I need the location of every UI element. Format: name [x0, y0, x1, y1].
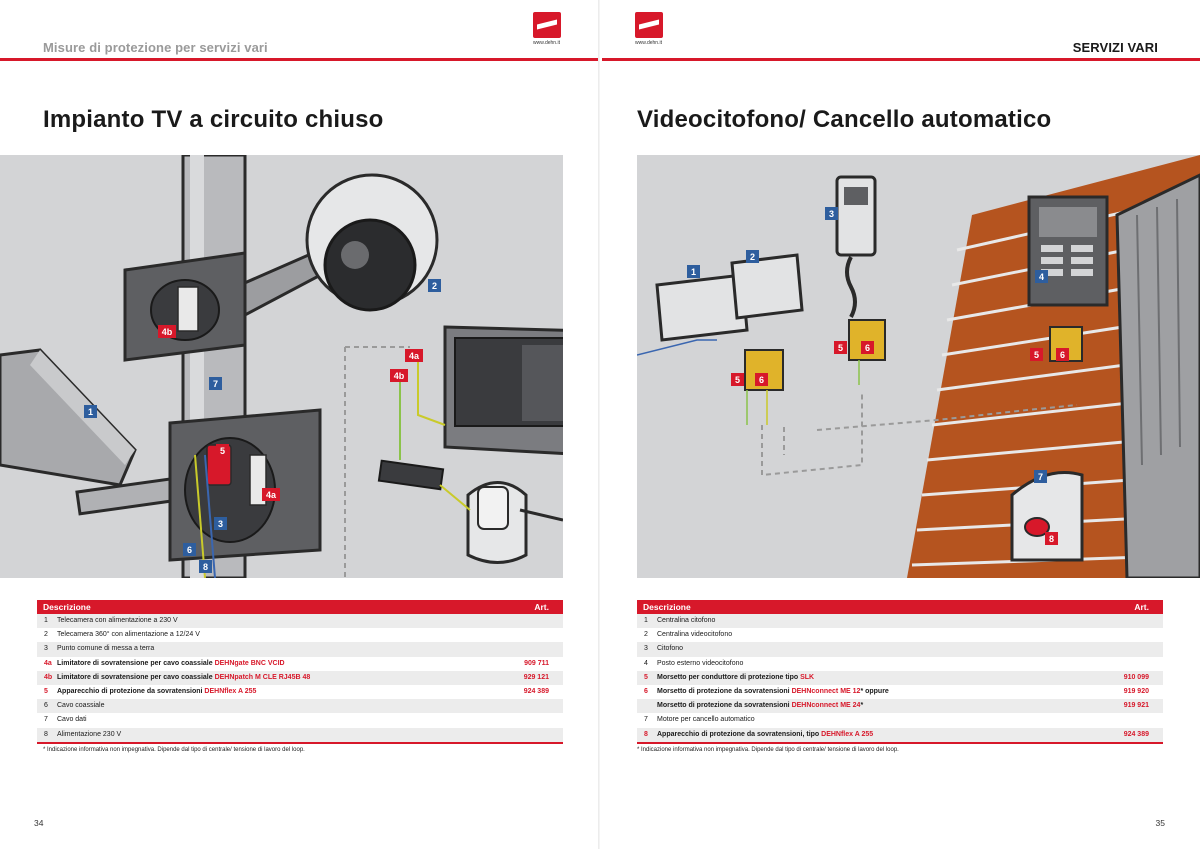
- table-bottom-rule: [37, 742, 563, 744]
- row-description-text: Cavo dati: [57, 716, 87, 724]
- callout-4b-upper: [390, 369, 408, 382]
- row-description: [53, 657, 503, 671]
- row-description: [53, 628, 503, 642]
- row-description-text: Centralina videocitofono: [657, 631, 733, 639]
- row-article-number: [1103, 657, 1163, 671]
- svg-text:4a: 4a: [408, 351, 420, 361]
- callout-6-c: [1056, 348, 1069, 361]
- running-head: Misure di protezione per servizi vari: [43, 40, 268, 55]
- row-number: 8: [44, 730, 48, 738]
- callout-8: [1045, 532, 1058, 545]
- row-article-number: [1103, 614, 1163, 628]
- callout-4b-box: [158, 325, 176, 338]
- table-row: [37, 699, 563, 713]
- row-article-number: [503, 614, 563, 628]
- logo-url: www.dehn.it: [635, 40, 662, 46]
- product-name: DEHNgate BNC VCID: [214, 659, 285, 667]
- svg-text:5: 5: [837, 343, 844, 353]
- svg-text:6: 6: [758, 375, 765, 385]
- callout-5-a: [731, 373, 744, 386]
- row-description: [653, 685, 1103, 699]
- callout-2: [746, 250, 759, 263]
- callout-6-b: [861, 341, 874, 354]
- svg-text:8: 8: [1048, 534, 1055, 544]
- col-header-descrizione: Descrizione: [43, 602, 91, 612]
- footnote: * Indicazione informativa non impegnativa. Dipende dal tipo di centrale/ tensione di lavoro del loop.: [43, 747, 305, 753]
- intercom-gate-illustration: [637, 155, 1200, 578]
- row-description: [53, 642, 503, 656]
- row-number: 5: [644, 673, 648, 681]
- row-article-number: [503, 728, 563, 742]
- svg-text:2: 2: [749, 252, 756, 262]
- product-name: DEHNflex A 255: [821, 730, 874, 738]
- row-number: 1: [644, 617, 648, 624]
- row-description: [53, 699, 503, 713]
- svg-text:5: 5: [1033, 350, 1040, 360]
- row-number: 8: [644, 730, 648, 738]
- row-description-text: Morsetto di protezione da sovratensioni: [657, 687, 792, 695]
- table-row: [37, 713, 563, 727]
- row-description: [53, 685, 503, 699]
- dehn-logo-mark-icon: [635, 12, 663, 38]
- row-description: [653, 642, 1103, 656]
- row-number: 4: [644, 659, 648, 667]
- row-number: 7: [644, 716, 648, 724]
- row-description-text: Telecamera 360° con alimentazione a 12/24 V: [57, 631, 200, 639]
- svg-text:4a: 4a: [265, 490, 277, 500]
- table-header: [637, 600, 1163, 614]
- row-description: [53, 728, 503, 742]
- row-description: [653, 657, 1103, 671]
- row-number: 6: [44, 702, 48, 710]
- table-row: [637, 614, 1163, 628]
- table-row: [637, 685, 1163, 699]
- callout-1: [687, 265, 700, 278]
- row-number: 3: [44, 645, 48, 653]
- callout-4: [1035, 270, 1048, 283]
- table-row: [37, 671, 563, 685]
- col-header-art: Art.: [534, 602, 549, 612]
- callout-6: [183, 543, 196, 556]
- row-article-number: [503, 713, 563, 727]
- table-row: [37, 657, 563, 671]
- table-header: [37, 600, 563, 614]
- page-number: 34: [34, 818, 44, 828]
- row-description: [53, 671, 503, 685]
- row-article-number: [503, 642, 563, 656]
- row-description-suffix: * oppure: [860, 687, 889, 695]
- row-description-text: Telecamera con alimentazione a 230 V: [57, 617, 178, 624]
- callout-1: [84, 405, 97, 418]
- svg-text:3: 3: [828, 209, 835, 219]
- callout-7: [1034, 470, 1047, 483]
- row-number: 3: [644, 645, 648, 653]
- svg-text:8: 8: [202, 562, 209, 572]
- row-description-text: Motore per cancello automatico: [657, 716, 755, 724]
- svg-text:7: 7: [1037, 472, 1044, 482]
- table-body: [637, 614, 1163, 742]
- row-description-text: Alimentazione 230 V: [57, 730, 122, 738]
- callout-5-b: [834, 341, 847, 354]
- row-number: 5: [44, 687, 48, 695]
- svg-text:4: 4: [1038, 272, 1045, 282]
- callout-8: [199, 560, 212, 573]
- callout-3: [214, 517, 227, 530]
- cctv-illustration: [0, 155, 563, 578]
- svg-text:6: 6: [864, 343, 871, 353]
- row-article-number: [1103, 713, 1163, 727]
- row-description-text: Citofono: [657, 645, 684, 653]
- table-row: [637, 713, 1163, 727]
- row-article-number: 919 920: [1123, 687, 1149, 695]
- dehn-logo: [533, 12, 563, 50]
- svg-text:5: 5: [219, 446, 226, 456]
- row-description-text: Posto esterno videocitofono: [657, 659, 744, 667]
- row-number: 2: [644, 631, 648, 639]
- row-description-text: Limitatore di sovratensione per cavo coassiale: [57, 659, 215, 667]
- table-row: [637, 728, 1163, 742]
- header-rule: [602, 58, 1200, 61]
- row-description-text: Morsetto di protezione da sovratensioni: [657, 702, 792, 710]
- running-head: SERVIZI VARI: [1072, 40, 1158, 55]
- row-article-number: 929 121: [523, 673, 549, 681]
- row-description-suffix: *: [860, 702, 864, 710]
- row-description: [653, 614, 1103, 628]
- callout-7: [209, 377, 222, 390]
- callout-5: [216, 444, 229, 457]
- callout-5-c: [1030, 348, 1043, 361]
- table-row: [37, 642, 563, 656]
- table-row: [637, 671, 1163, 685]
- row-number: 2: [44, 631, 48, 639]
- row-number: [637, 699, 653, 713]
- row-description: [53, 713, 503, 727]
- row-article-number: [503, 699, 563, 713]
- product-name: SLK: [800, 673, 815, 681]
- callout-4a-upper: [405, 349, 423, 362]
- table-row: [637, 642, 1163, 656]
- row-article-number: 919 921: [1123, 702, 1149, 710]
- row-description-text: Cavo coassiale: [57, 702, 105, 710]
- row-description: [53, 614, 503, 628]
- dehn-logo-mark-icon: [533, 12, 561, 38]
- row-number: 7: [44, 716, 48, 724]
- right-page: [600, 0, 1200, 849]
- svg-text:1: 1: [690, 267, 697, 277]
- row-article-number: [1103, 628, 1163, 642]
- row-article-number: 910 099: [1123, 673, 1149, 681]
- product-name: DEHNconnect ME 12: [791, 687, 861, 695]
- logo-url: www.dehn.it: [533, 40, 560, 46]
- table-body: [37, 614, 563, 742]
- page-title: Impianto TV a circuito chiuso: [43, 106, 384, 133]
- svg-text:7: 7: [212, 379, 219, 389]
- table-row: [637, 657, 1163, 671]
- row-number: 4a: [44, 659, 52, 667]
- row-description: [653, 628, 1103, 642]
- svg-text:1: 1: [87, 407, 94, 417]
- row-number: 6: [644, 687, 648, 695]
- product-name: DEHNpatch M CLE RJ45B 48: [214, 673, 311, 681]
- col-header-descrizione: Descrizione: [643, 602, 691, 612]
- row-number: 4b: [44, 673, 53, 681]
- svg-text:4b: 4b: [393, 371, 405, 381]
- row-description-text: Apparecchio di protezione da sovratensioni: [57, 687, 205, 695]
- row-description-text: Limitatore di sovratensione per cavo coassiale: [57, 673, 215, 681]
- product-name: DEHNconnect ME 24: [791, 702, 861, 710]
- callout-2: [428, 279, 441, 292]
- header-rule: [0, 58, 598, 61]
- table-row: [37, 628, 563, 642]
- row-description: [653, 728, 1103, 742]
- table-row: [37, 685, 563, 699]
- row-article-number: 924 389: [523, 687, 549, 695]
- row-article-number: [503, 628, 563, 642]
- row-description-text: Punto comune di messa a terra: [57, 645, 155, 653]
- col-header-art: Art.: [1134, 602, 1149, 612]
- row-number: 1: [44, 617, 48, 624]
- svg-text:6: 6: [186, 545, 193, 555]
- page-number: 35: [1155, 818, 1165, 828]
- row-description-text: Apparecchio di protezione da sovratensioni, tipo: [657, 730, 822, 738]
- product-name: DEHNflex A 255: [204, 687, 257, 695]
- svg-text:6: 6: [1059, 350, 1066, 360]
- footnote: * Indicazione informativa non impegnativa. Dipende dal tipo di centrale/ tensione di lavoro del loop.: [637, 747, 899, 753]
- svg-text:2: 2: [431, 281, 438, 291]
- table-row: [637, 628, 1163, 642]
- description-table: [37, 600, 563, 744]
- row-description: [653, 671, 1103, 685]
- row-article-number: 909 711: [524, 659, 549, 667]
- table-row: [37, 614, 563, 628]
- dehn-logo: [635, 12, 665, 50]
- row-description-text: Centralina citofono: [657, 617, 716, 624]
- callout-4a-box: [262, 488, 280, 501]
- row-article-number: [1103, 642, 1163, 656]
- table-row: [637, 699, 1163, 713]
- callout-3: [825, 207, 838, 220]
- callout-6-a: [755, 373, 768, 386]
- svg-text:3: 3: [217, 519, 224, 529]
- row-description: [653, 713, 1103, 727]
- description-table: [637, 600, 1163, 744]
- table-bottom-rule: [637, 742, 1163, 744]
- row-description: [653, 699, 1103, 713]
- table-row: [37, 728, 563, 742]
- svg-text:4b: 4b: [161, 327, 173, 337]
- svg-text:5: 5: [734, 375, 741, 385]
- row-article-number: 924 389: [1123, 730, 1149, 738]
- row-description-text: Morsetto per conduttore di protezione tipo: [657, 673, 801, 681]
- page-title: Videocitofono/ Cancello automatico: [637, 106, 1052, 133]
